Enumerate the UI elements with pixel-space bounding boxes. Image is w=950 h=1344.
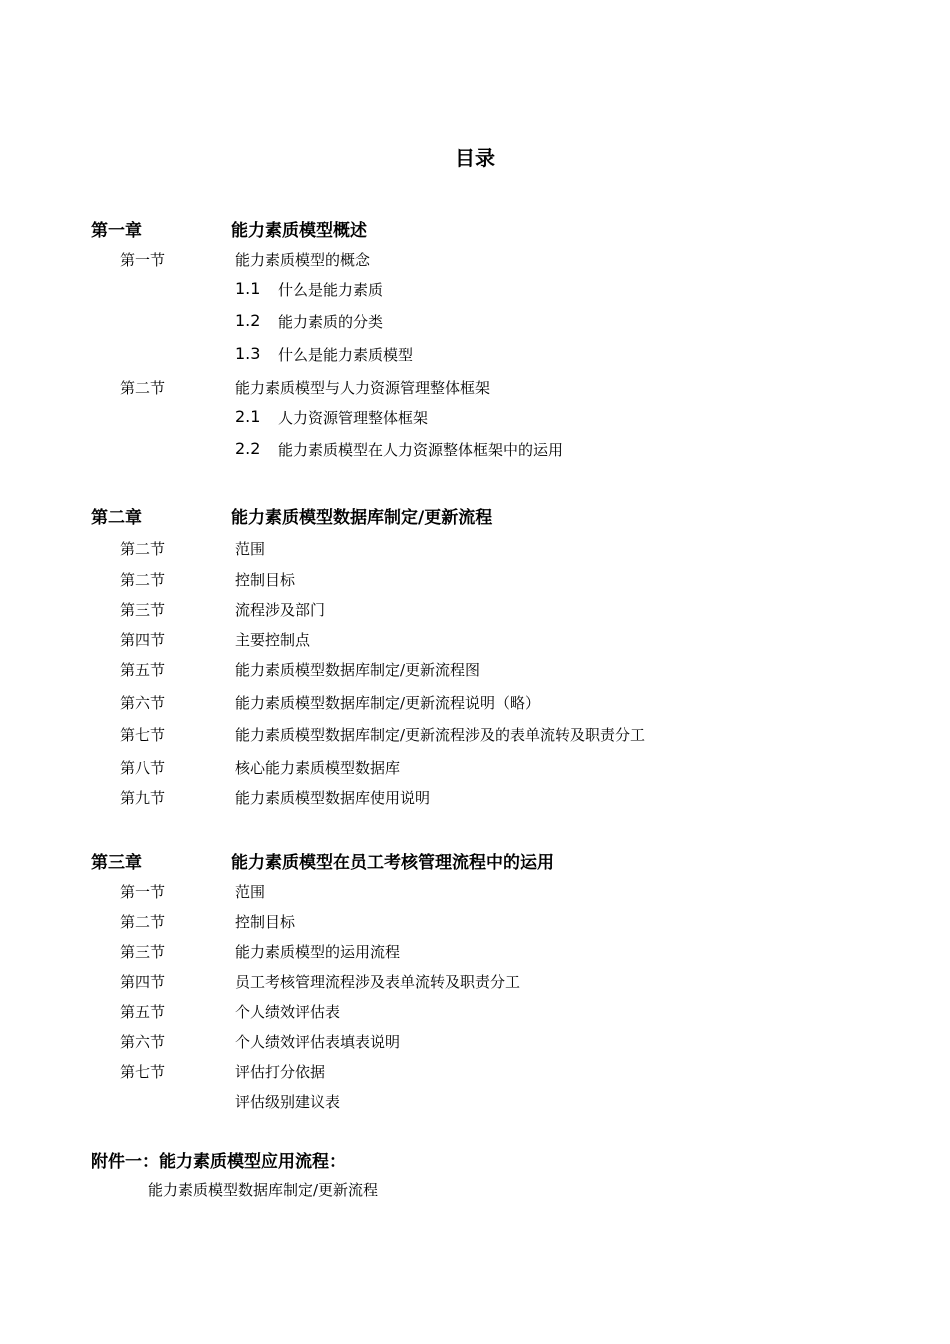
ch2-section-5-title[interactable]: 能力素质模型数据库制定/更新流程图 xyxy=(235,661,481,679)
ch3-section-7-label[interactable]: 第七节 xyxy=(120,1063,166,1081)
ch1-section-2-label[interactable]: 第二节 xyxy=(120,379,166,397)
ch2-section-2-label[interactable]: 第二节 xyxy=(120,571,166,589)
ch2-section-7-label[interactable]: 第七节 xyxy=(120,726,166,744)
ch1-sub-1-1-title[interactable]: 什么是能力素质 xyxy=(278,281,384,299)
toc-title: 目录 xyxy=(455,146,495,170)
ch1-sub-1-3-num[interactable]: 1.3 xyxy=(235,344,261,363)
ch2-section-8-label[interactable]: 第八节 xyxy=(120,759,166,777)
chapter-2-label[interactable]: 第二章 xyxy=(91,508,142,528)
chapter-1-label[interactable]: 第一章 xyxy=(91,221,142,241)
ch2-section-6-title[interactable]: 能力素质模型数据库制定/更新流程说明（略） xyxy=(235,694,541,712)
ch1-sub-2-1-title[interactable]: 人力资源管理整体框架 xyxy=(278,409,429,427)
ch3-section-4-title[interactable]: 员工考核管理流程涉及表单流转及职责分工 xyxy=(235,973,521,991)
ch3-section-3-label[interactable]: 第三节 xyxy=(120,943,166,961)
attachment-title[interactable]: 附件一：能力素质模型应用流程： xyxy=(91,1152,346,1172)
ch2-section-6-label[interactable]: 第六节 xyxy=(120,694,166,712)
ch2-section-3-label[interactable]: 第三节 xyxy=(120,601,166,619)
ch3-section-1-label[interactable]: 第一节 xyxy=(120,883,166,901)
ch3-section-4-label[interactable]: 第四节 xyxy=(120,973,166,991)
ch3-section-8-title[interactable]: 评估级别建议表 xyxy=(235,1093,341,1111)
ch3-section-1-title[interactable]: 范围 xyxy=(235,883,266,901)
ch3-section-6-title[interactable]: 个人绩效评估表填表说明 xyxy=(235,1033,401,1051)
ch1-sub-1-1-num[interactable]: 1.1 xyxy=(235,279,261,298)
ch1-sub-1-3-title[interactable]: 什么是能力素质模型 xyxy=(278,346,414,364)
ch2-section-9-label[interactable]: 第九节 xyxy=(120,789,166,807)
ch2-section-7-title[interactable]: 能力素质模型数据库制定/更新流程涉及的表单流转及职责分工 xyxy=(235,726,646,744)
ch2-section-3-title[interactable]: 流程涉及部门 xyxy=(235,601,326,619)
ch2-section-9-title[interactable]: 能力素质模型数据库使用说明 xyxy=(235,789,431,807)
ch1-sub-2-2-num[interactable]: 2.2 xyxy=(235,439,261,458)
ch1-sub-2-2-title[interactable]: 能力素质模型在人力资源整体框架中的运用 xyxy=(278,441,564,459)
ch2-section-2-title[interactable]: 控制目标 xyxy=(235,571,296,589)
ch3-section-6-label[interactable]: 第六节 xyxy=(120,1033,166,1051)
ch3-section-7-title[interactable]: 评估打分依据 xyxy=(235,1063,326,1081)
ch3-section-3-title[interactable]: 能力素质模型的运用流程 xyxy=(235,943,401,961)
ch2-section-5-label[interactable]: 第五节 xyxy=(120,661,166,679)
ch3-section-2-title[interactable]: 控制目标 xyxy=(235,913,296,931)
ch2-section-1-label[interactable]: 第二节 xyxy=(120,540,166,558)
ch1-sub-1-2-num[interactable]: 1.2 xyxy=(235,311,261,330)
chapter-3-title[interactable]: 能力素质模型在员工考核管理流程中的运用 xyxy=(231,853,554,873)
ch3-section-5-title[interactable]: 个人绩效评估表 xyxy=(235,1003,341,1021)
chapter-1-title[interactable]: 能力素质模型概述 xyxy=(231,221,367,241)
ch1-section-2-title[interactable]: 能力素质模型与人力资源管理整体框架 xyxy=(235,379,491,397)
ch3-section-5-label[interactable]: 第五节 xyxy=(120,1003,166,1021)
ch3-section-2-label[interactable]: 第二节 xyxy=(120,913,166,931)
chapter-3-label[interactable]: 第三章 xyxy=(91,853,142,873)
ch2-section-1-title[interactable]: 范围 xyxy=(235,540,266,558)
ch1-sub-1-2-title[interactable]: 能力素质的分类 xyxy=(278,313,384,331)
attachment-item-1[interactable]: 能力素质模型数据库制定/更新流程 xyxy=(148,1181,379,1199)
ch2-section-8-title[interactable]: 核心能力素质模型数据库 xyxy=(235,759,401,777)
ch1-section-1-title[interactable]: 能力素质模型的概念 xyxy=(235,251,371,269)
ch2-section-4-title[interactable]: 主要控制点 xyxy=(235,631,311,649)
ch2-section-4-label[interactable]: 第四节 xyxy=(120,631,166,649)
chapter-2-title[interactable]: 能力素质模型数据库制定/更新流程 xyxy=(231,508,493,528)
ch1-sub-2-1-num[interactable]: 2.1 xyxy=(235,407,261,426)
ch1-section-1-label[interactable]: 第一节 xyxy=(120,251,166,269)
